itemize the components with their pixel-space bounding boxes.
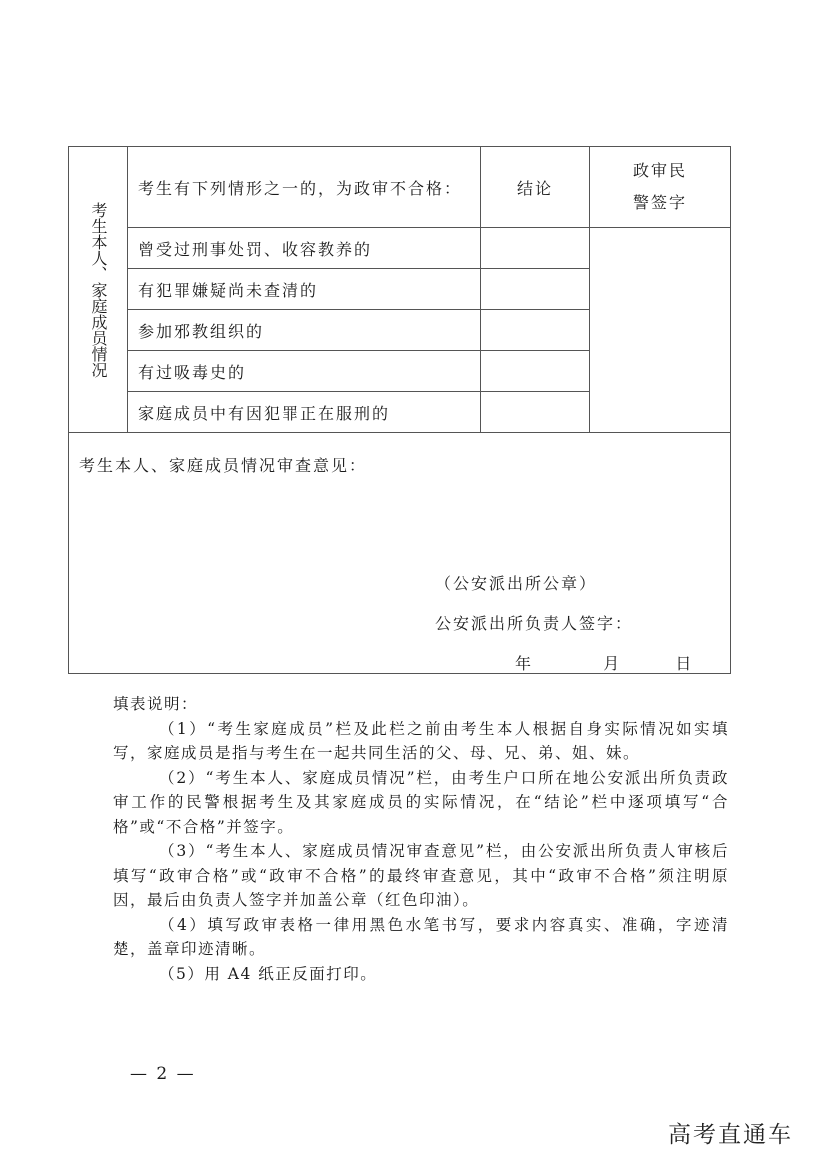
police-station-seal-label: （公安派出所公章） bbox=[435, 574, 598, 593]
opinion-field[interactable] bbox=[69, 433, 731, 674]
date-month: 月 bbox=[603, 654, 622, 673]
condition-cell: 有犯罪嫌疑尚未查清的 bbox=[128, 269, 481, 310]
conclusion-field[interactable] bbox=[481, 269, 590, 310]
conclusion-field[interactable] bbox=[481, 351, 590, 392]
signature-header bbox=[590, 147, 731, 228]
supervisor-signature-label: 公安派出所负责人签字： bbox=[435, 614, 634, 633]
instructions-title: 填表说明： bbox=[113, 695, 199, 713]
political-review-table bbox=[68, 146, 731, 674]
conclusion-field[interactable] bbox=[481, 228, 590, 269]
instruction-item: （3）“考生本人、家庭成员情况审查意见”栏，由公安派出所负责人审核后填写“政审合格”或“政审不合格”的最终审查意见，其中“政审不合格”须注明原因，最后由负责人签字并加盖公章（红色印油）。 bbox=[113, 842, 729, 909]
table-row bbox=[69, 228, 731, 269]
table-header-row bbox=[69, 147, 731, 228]
instruction-item: （2）“考生本人、家庭成员情况”栏，由考生户口所在地公安派出所负责政审工作的民警根据考生及其家庭成员的实际情况，在“结论”栏中逐项填写“合格”或“不合格”并签字。 bbox=[113, 768, 729, 836]
conclusion-field[interactable] bbox=[481, 392, 590, 433]
signature-header-line1: 政审民 bbox=[632, 161, 687, 180]
page-number: — 2 — bbox=[130, 1064, 196, 1084]
officer-signature-field[interactable] bbox=[590, 228, 731, 433]
condition-cell: 参加邪教组织的 bbox=[128, 310, 481, 351]
signature-header-line2: 警签字 bbox=[632, 193, 687, 212]
watermark-text: 高考直通车 bbox=[668, 1122, 793, 1148]
instruction-item: （5）用 A4 纸正反面打印。 bbox=[159, 964, 378, 983]
date-line bbox=[515, 651, 693, 674]
condition-cell: 有过吸毒史的 bbox=[128, 351, 481, 392]
opinion-row bbox=[69, 433, 731, 674]
instruction-item: （1）“考生家庭成员”栏及此栏之前由考生本人根据自身实际情况如实填写，家庭成员是指与考生在一起共同生活的父、母、兄、弟、姐、妹。 bbox=[113, 719, 729, 762]
side-label: 考生本人、家庭成员情况 bbox=[89, 201, 108, 378]
instruction-item: （4）填写政审表格一律用黑色水笔书写，要求内容真实、准确，字迹清楚，盖章印迹清晰。 bbox=[113, 915, 729, 958]
date-day: 日 bbox=[675, 654, 694, 673]
condition-cell: 家庭成员中有因犯罪正在服刑的 bbox=[128, 392, 481, 433]
side-label-cell bbox=[69, 147, 128, 433]
date-year: 年 bbox=[515, 654, 534, 673]
filling-instructions bbox=[113, 692, 729, 986]
condition-cell: 曾受过刑事处罚、收容教养的 bbox=[128, 228, 481, 269]
condition-header: 考生有下列情形之一的，为政审不合格： bbox=[128, 147, 481, 228]
conclusion-field[interactable] bbox=[481, 310, 590, 351]
conclusion-header: 结论 bbox=[481, 147, 590, 228]
opinion-title: 考生本人、家庭成员情况审查意见： bbox=[79, 456, 368, 475]
